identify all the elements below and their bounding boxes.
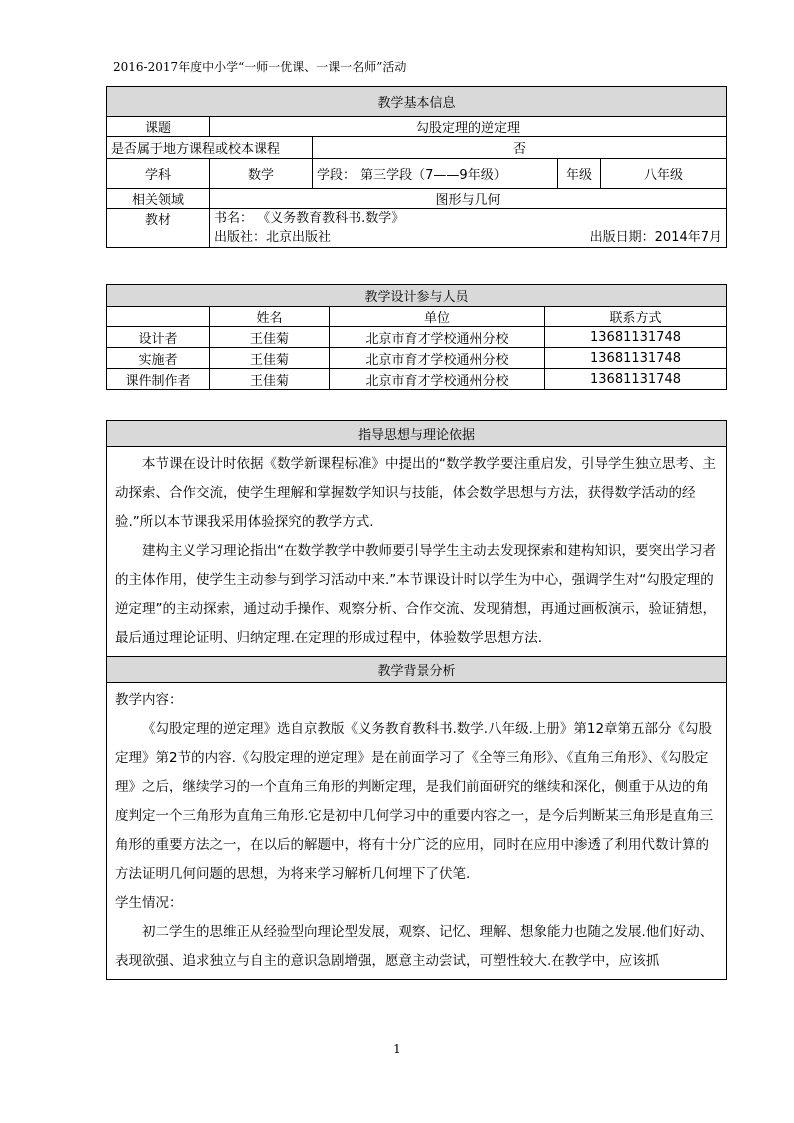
students-label: 学生情况： <box>115 895 183 911</box>
content-label: 教学内容： <box>115 692 183 708</box>
guiding-content <box>107 447 727 657</box>
unit-cell: 北京市育才学校通州分校 <box>330 369 545 390</box>
page-number: 1 <box>393 1042 401 1056</box>
name-cell: 王佳菊 <box>210 348 330 369</box>
publisher: 出版社：北京出版社 <box>214 230 332 245</box>
participants-header-row <box>107 307 727 327</box>
subject-value: 数学 <box>210 159 313 189</box>
book-name: 书名： 《义务教育教科书.数学》 <box>214 211 405 226</box>
analysis-table <box>106 420 727 980</box>
guiding-paragraph-2: 建构主义学习理论指出“在数学教学中教师要引导学生主动去发现探索和建构知识，要突出学习者的主体作用，使学生主动参与到学习活动中来.”本节课设计时以学生为中心，强调学生对“勾股定理的逆定理”的主动探索，通过动手操作、观察分析、合作交流、发现猜想，再通过画板演示，验证猜想，最后通过理论证明、归纳定理.在定理的形成过程中，体验数学思想方法. <box>115 543 716 646</box>
document-header: 2016-2017年度中小学“一师一优课、一课一名师”活动 <box>113 60 407 74</box>
contact-cell: 13681131748 <box>545 327 727 348</box>
basic-info-table <box>106 86 727 248</box>
background-content <box>107 683 727 980</box>
textbook-info <box>210 209 727 248</box>
local-course-label: 是否属于地方课程或校本课程 <box>107 137 313 159</box>
subject-label: 学科 <box>107 159 210 189</box>
grade-label: 年级 <box>558 159 601 189</box>
guiding-title: 指导思想与理论依据 <box>107 421 727 447</box>
table-row <box>107 369 727 390</box>
basic-info-title: 教学基本信息 <box>107 87 727 117</box>
contact-cell: 13681131748 <box>545 348 727 369</box>
content-paragraph: 《勾股定理的逆定理》选自京教版《义务教育教科书.数学.八年级.上册》第12章第五部分《勾股定理》第2节的内容.《勾股定理的逆定理》是在前面学习了《全等三角形》、《直角三角形》、《勾股定理》之后，继续学习的一个直角三角形的判断定理，是我们前面研究的继续和深化，侧重于从边的角度判定一个三角形为直角三角形.它是初中几何学习中的重要内容之一，是今后判断某三角形是直角三角形的重要方法之一，在以后的解题中，将有十分广泛的应用，同时在应用中渗透了利用代数计算的方法证明几何问题的思想，为将来学习解析几何埋下了伏笔. <box>115 721 714 882</box>
name-cell: 王佳菊 <box>210 369 330 390</box>
topic-value: 勾股定理的逆定理 <box>210 117 727 137</box>
publish-date: 出版日期：2014年7月 <box>589 230 723 245</box>
participants-table <box>106 284 727 390</box>
students-paragraph: 初二学生的思维正从经验型向理论型发展，观察、记忆、理解、想象能力也随之发展.他们好动、表现欲强、追求独立与自主的意识急剧增强，愿意主动尝试，可塑性较大.在教学中，应该抓 <box>115 924 714 969</box>
role-cell: 课件制作者 <box>107 369 210 390</box>
topic-label: 课题 <box>107 117 210 137</box>
grade-value: 八年级 <box>601 159 727 189</box>
column-header: 姓名 <box>210 307 330 327</box>
background-title: 教学背景分析 <box>107 657 727 683</box>
table-row <box>107 348 727 369</box>
participants-title: 教学设计参与人员 <box>107 285 727 307</box>
stage-label: 学段： <box>317 168 357 183</box>
table-row <box>107 327 727 348</box>
name-cell: 王佳菊 <box>210 327 330 348</box>
unit-cell: 北京市育才学校通州分校 <box>330 348 545 369</box>
role-cell: 设计者 <box>107 327 210 348</box>
column-header <box>107 307 210 327</box>
stage-value: 第三学段（7——9年级） <box>360 168 507 183</box>
column-header: 单位 <box>330 307 545 327</box>
role-cell: 实施者 <box>107 348 210 369</box>
field-value: 图形与几何 <box>210 189 727 209</box>
textbook-label: 教材 <box>107 209 210 248</box>
contact-cell: 13681131748 <box>545 369 727 390</box>
guiding-paragraph-1: 本节课在设计时依据《数学新课程标准》中提出的“数学教学要注重启发，引导学生独立思考、主动探索、合作交流，使学生理解和掌握数学知识与技能，体会数学思想与方法，获得数学活动的经验.”所以本节课我采用体验探究的教学方式. <box>115 456 716 530</box>
field-label: 相关领域 <box>107 189 210 209</box>
stage-cell <box>313 159 558 189</box>
local-course-value: 否 <box>313 137 727 159</box>
column-header: 联系方式 <box>545 307 727 327</box>
unit-cell: 北京市育才学校通州分校 <box>330 327 545 348</box>
